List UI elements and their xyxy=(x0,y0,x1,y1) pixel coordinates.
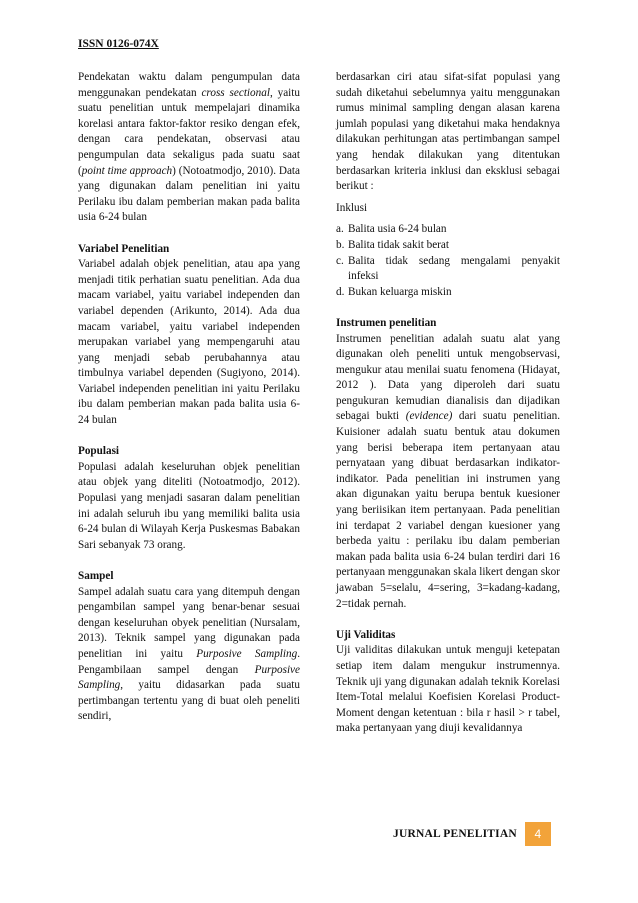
list-item: b. Balita tidak sakit berat xyxy=(336,238,449,251)
left-column xyxy=(78,70,300,725)
inklusi-label: Inklusi xyxy=(336,201,368,214)
validitas-paragraph: Uji validitas dilakukan untuk menguji ketepatan setiap item dalam mengukur instrumennya. Teknik uji yang digunakan adalah teknik Korelasi Item-Total melalui Koefisien Korelasi Product-Moment dengan ketentuan : bila r hasil > r tabel, maka pertanyaan yang diuji kevalidannya xyxy=(336,644,560,735)
section-title-populasi: Populasi xyxy=(78,445,120,458)
section-title-sampel: Sampel xyxy=(78,570,114,582)
inklusi-list xyxy=(336,222,560,300)
issn-header: ISSN 0126-074X xyxy=(78,38,159,50)
sampel-continuation-paragraph: berdasarkan ciri atau sifat-sifat populasi yang sudah diketahui sebelumnya yaitu menggunakan rumus minimal sampling dengan alasan karena jumlah populasi yang diketahui maka hendaknya dilakukan perhitungan atas pertimbangan sampel yang hendak dilakukan yang ditentukan berdasarkan kriteria inklusi dan eksklusi sebagai berikut : xyxy=(336,71,560,193)
instrumen-paragraph: Instrumen penelitian adalah suatu alat yang digunakan oleh peneliti untuk mengobservasi, mengukur atau menilai suatu fenomena (Hidayat, 2012 ). Data yang diperoleh dari suatu pengukuran kemudian dianalisis dan dijadikan sebagai bukti (evidence) dari suatu penelitian. Kuisioner adalah suatu bentuk atau dokumen yang berisi beberapa item pertanyaan atau pernyataan yang dibuat berdasarkan indikator-indikator. Pada penelitian ini instrumen yang akan digunakan yaitu berupa bentuk kuesioner yang beriisikan item pertanyaan. Pada penelitian ini terdapat 2 variabel dengan kuesioner yang berbeda yaitu : perilaku ibu dalam pemberian makan pada balita usia 6-24 bulan terdiri dari 16 pertanyaan menggunakan skala likert dengan skor jawaban 5=selalu, 4=sering, 3=kadang-kadang, 2=tidak pernah. xyxy=(336,332,561,610)
list-item: a. Balita usia 6-24 bulan xyxy=(336,223,447,236)
variabel-paragraph: Variabel adalah objek penelitian, atau apa yang menjadi titik perhatian suatu penelitian. Ada dua macam variabel, yaitu variabel independen dan variabel dependen (Arikunto, 2014). Ada dua macam variabel, yaitu variabel independen merupakan variabel yang mempengaruhi atau yang menjadi sebab perubahannya atau timbulnya variabel dependen (Sugiyono, 2014). Variabel independen penelitian ini yaitu Perilaku ibu dalam pemberian makan pada balita usia 6-24 bulan xyxy=(78,258,300,427)
list-item: c. Balita tidak sedang mengalami penyakit infeksi xyxy=(336,254,560,283)
section-title-validitas: Uji Validitas xyxy=(336,628,396,641)
sampel-paragraph: Sampel adalah suatu cara yang ditempuh dengan pengambilan sampel yang benar-benar sesuai dengan keseluruhan obyek penelitian (Nursalam, 2013). Teknik sampel yang digunakan pada penelitian ini yaitu Purposive Sampling. Pengambilaan sampel dengan Purposive Sampling, yaitu didasarkan pada suatu pertimbangan tertentu yang di buat oleh peneliti sendiri, xyxy=(78,585,300,723)
intro-paragraph: Pendekatan waktu dalam pengumpulan data menggunakan pendekatan cross sectional, yaitu suatu penelitian untuk mempelajari dinamika korelasi antara faktor-faktor resiko dengan efek, dengan cara pendekatan, observasi atau pengumpulan data sekaligus pada suatu saat (point time approach) (Notoatmodjo, 2010). Data yang digunakan dalam penelitian ini yaitu Perilaku ibu dalam pemberian makan pada balita usia 6-24 bulan xyxy=(78,71,300,224)
section-title-instrumen: Instrumen penelitian xyxy=(336,316,437,329)
page-number: 4 xyxy=(525,822,551,846)
section-title-variabel: Variabel Penelitian xyxy=(78,242,170,255)
footer xyxy=(393,822,551,846)
journal-title: JURNAL PENELITIAN xyxy=(393,828,517,840)
list-item: d. Bukan keluarga miskin xyxy=(336,285,452,298)
right-column xyxy=(336,70,560,737)
populasi-paragraph: Populasi adalah keseluruhan objek penelitian atau objek yang diteliti (Notoatmodjo, 2012). Populasi yang menjadi sasaran dalam penelitian ini adalah seluruh ibu yang memiliki balita usia 6-24 bulan di Wilayah Kerja Puskesmas Babakan Sari sebanyak 73 orang. xyxy=(78,460,300,551)
